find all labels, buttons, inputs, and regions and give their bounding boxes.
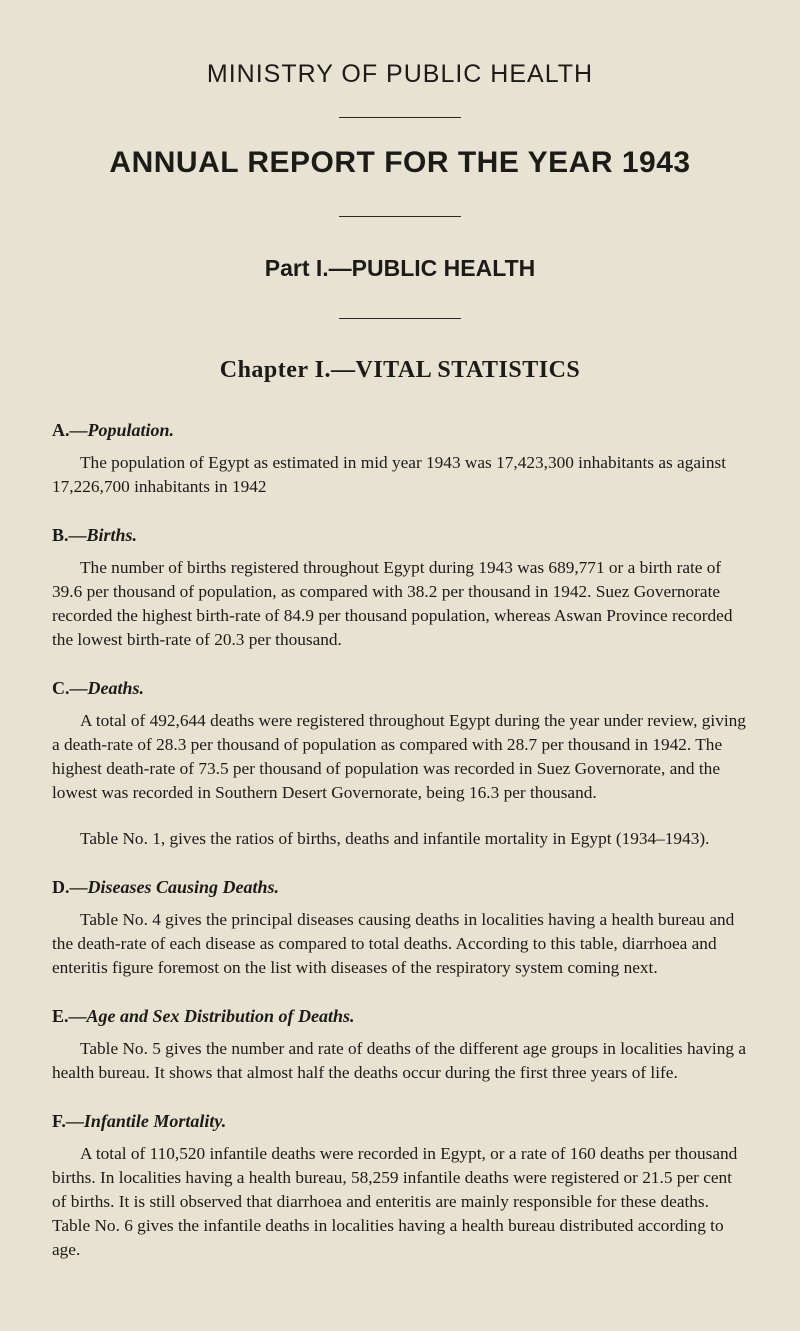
section-title: B.—Births.	[52, 525, 138, 545]
paragraph: The population of Egypt as estimated in mid year 1943 was 17,423,300 inhabitants as against 17,226,700 inhabitants in 1942	[52, 453, 727, 496]
paragraph: Table No. 4 gives the principal diseases causing deaths in localities having a health bureau and the death-rate of each disease as compared to total deaths. According to this table, diarrhoea and enteritis figure foremost on the list with diseases of the respiratory system coming next.	[52, 910, 735, 977]
paragraph: Table No. 1, gives the ratios of births, deaths and infantile mortality in Egypt (1934–1943).	[80, 829, 710, 848]
section-diseases	[52, 877, 748, 980]
section-deaths	[52, 678, 748, 851]
divider-rule	[339, 117, 461, 118]
section-age-sex	[52, 1006, 748, 1085]
section-title: C.—Deaths.	[52, 678, 145, 698]
section-title: D.—Diseases Causing Deaths.	[52, 877, 280, 897]
section-title: F.—Infantile Mortality.	[52, 1111, 227, 1131]
section-title: E.—Age and Sex Distribution of Deaths.	[52, 1006, 355, 1026]
ministry-heading: MINISTRY OF PUBLIC HEALTH	[206, 60, 594, 88]
paragraph: The number of births registered throughout Egypt during 1943 was 689,771 or a birth rate of 39.6 per thousand of population, as compared with 38.2 per thousand in 1942. Suez Governorate recorded the highest birth-rate of 84.9 per thousand population, whereas Aswan Province recorded the lowest birth-rate of 20.3 per thousand.	[52, 558, 733, 649]
part-heading: Part I.—PUBLIC HEALTH	[264, 255, 536, 281]
divider-rule	[339, 318, 461, 319]
divider-rule	[339, 216, 461, 217]
section-infantile	[52, 1111, 748, 1262]
section-title: A.—Population.	[52, 420, 175, 440]
section-population	[52, 420, 748, 499]
paragraph: Table No. 5 gives the number and rate of deaths of the different age groups in localities having a health bureau. It shows that almost half the deaths occur during the first three years of life.	[52, 1039, 746, 1082]
section-births	[52, 525, 748, 652]
paragraph: A total of 110,520 infantile deaths were recorded in Egypt, or a rate of 160 deaths per thousand births. In localities having a health bureau, 58,259 infantile deaths were registered or 21.5 per cent of births. It is still observed that diarrhoea and enteritis are mainly responsible for these deaths. Table No. 6 gives the infantile deaths in localities having a health bureau distributed according to age.	[52, 1144, 738, 1259]
paragraph: A total of 492,644 deaths were registered throughout Egypt during the year under review, giving a death-rate of 28.3 per thousand of population as compared with 28.7 per thousand in 1942. The highest death-rate of 73.5 per thousand of population was recorded in Suez Governorate, and the lowest was recorded in Southern Desert Governorate, being 16.3 per thousand.	[52, 711, 746, 802]
chapter-heading: Chapter I.—VITAL STATISTICS	[219, 357, 581, 383]
report-title: ANNUAL REPORT FOR THE YEAR 1943	[109, 146, 691, 179]
